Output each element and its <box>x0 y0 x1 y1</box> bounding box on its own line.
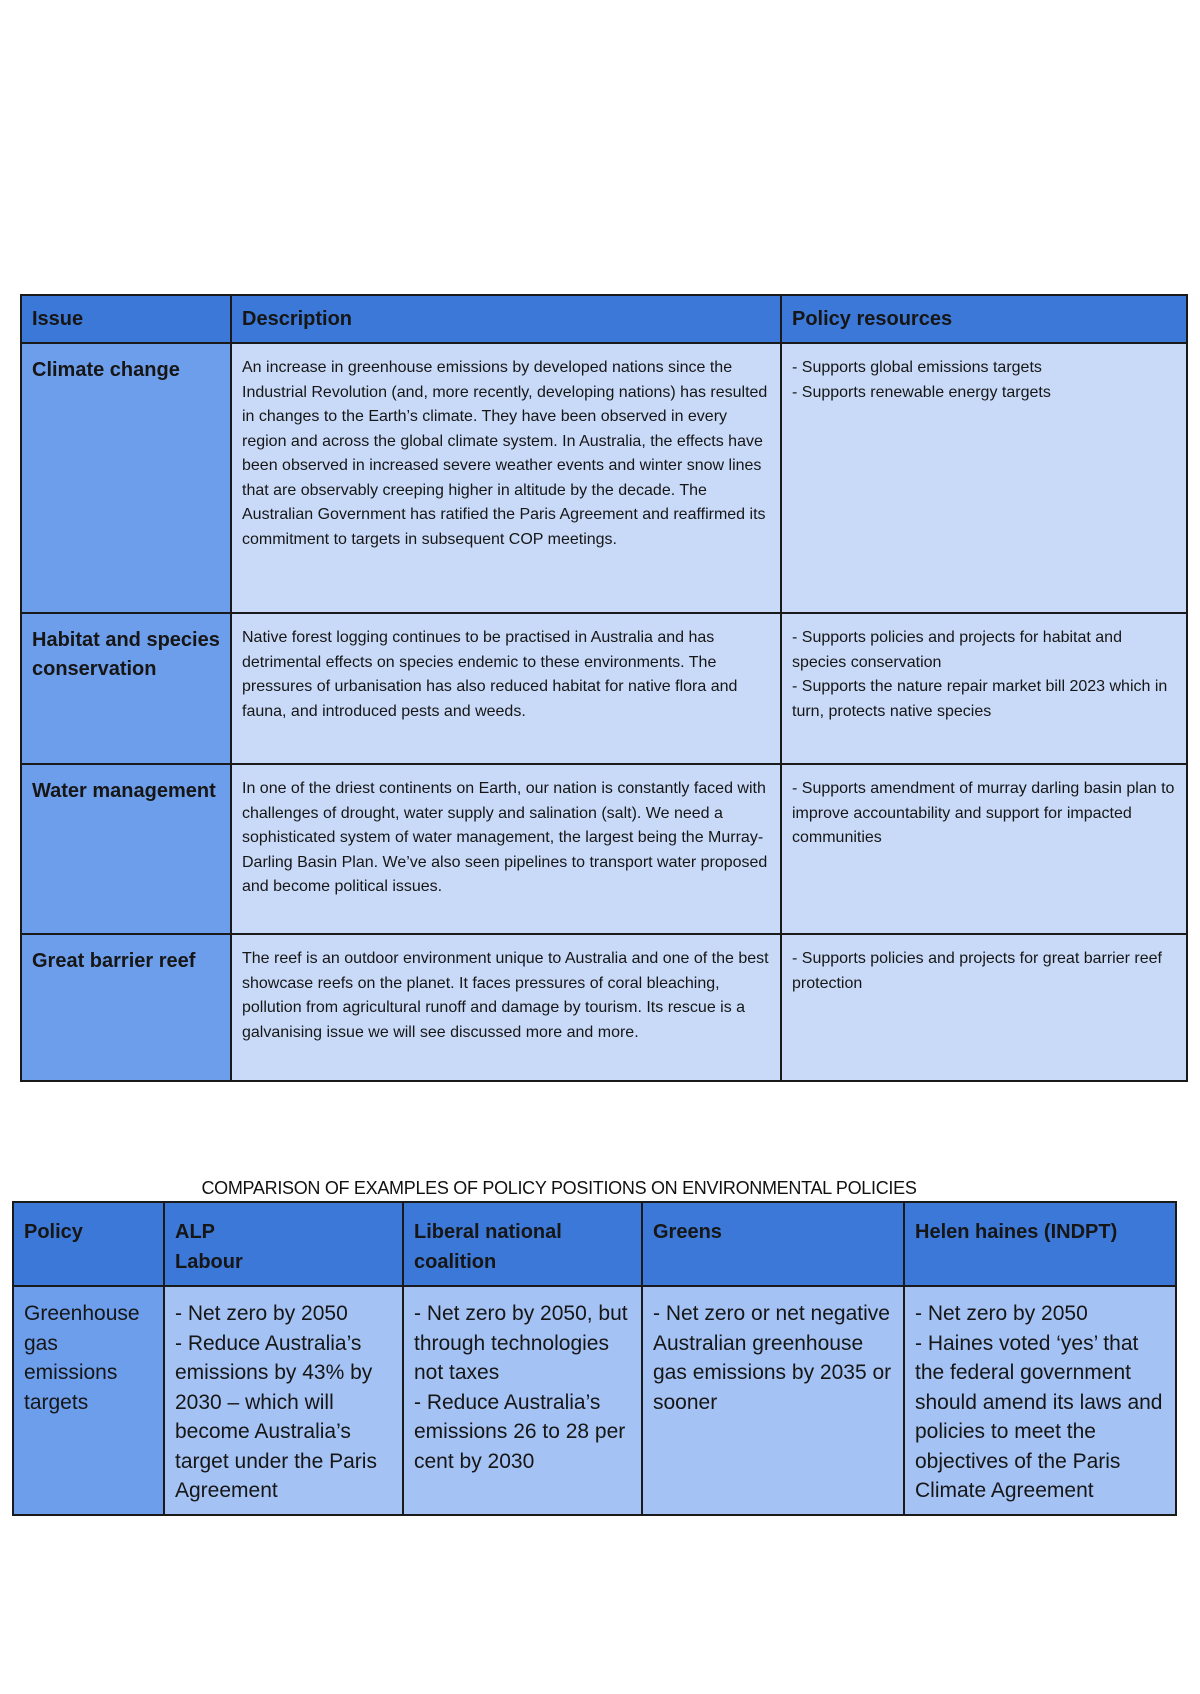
header-coalition: Liberal national coalition <box>403 1202 642 1286</box>
description-cell: An increase in greenhouse emissions by developed nations since the Industrial Revolution (and, more recently, developing nations) has resulted in changes to the Earth’s climate. They have been observed in every region and across the global climate system. In Australia, the effects have been observed in increased severe weather events and winter snow lines that are observably creeping higher in altitude by the decade. The Australian Government has ratified the Paris Agreement and reaffirmed its commitment to targets in subsequent COP meetings. <box>231 343 781 613</box>
header-alp: ALP Labour <box>164 1202 403 1286</box>
comparison-table <box>12 1201 1177 1516</box>
coalition-position-cell: - Net zero by 2050, but through technologies not taxes - Reduce Australia’s emissions 26 to 28 per cent by 2030 <box>403 1286 642 1515</box>
policy-resources-cell: - Supports policies and projects for habitat and species conservation - Supports the nature repair market bill 2023 which in turn, protects native species <box>781 613 1187 764</box>
comparison-header-row <box>13 1202 1176 1286</box>
header-issue: Issue <box>21 295 231 343</box>
description-cell: Native forest logging continues to be practised in Australia and has detrimental effects on species endemic to these environments. The pressures of urbanisation has also reduced habitat for native flora and fauna, and introduced pests and weeds. <box>231 613 781 764</box>
policy-cell: Greenhouse gas emissions targets <box>13 1286 164 1515</box>
table-row <box>21 343 1187 613</box>
table-row <box>21 764 1187 934</box>
issues-header-row <box>21 295 1187 343</box>
policy-resources-cell: - Supports global emissions targets - Supports renewable energy targets <box>781 343 1187 613</box>
header-policy: Policy <box>13 1202 164 1286</box>
header-haines: Helen haines (INDPT) <box>904 1202 1176 1286</box>
haines-position-cell: - Net zero by 2050 - Haines voted ‘yes’ that the federal government should amend its laws and policies to meet the objectives of the Paris Climate Agreement <box>904 1286 1176 1515</box>
comparison-caption: COMPARISON OF EXAMPLES OF POLICY POSITIONS ON ENVIRONMENTAL POLICIES <box>201 1178 917 1198</box>
header-description: Description <box>231 295 781 343</box>
policy-resources-cell: - Supports policies and projects for great barrier reef protection <box>781 934 1187 1081</box>
description-cell: The reef is an outdoor environment unique to Australia and one of the best showcase reefs on the planet. It faces pressures of coral bleaching, pollution from agricultural runoff and damage by tourism. Its rescue is a galvanising issue we will see discussed more and more. <box>231 934 781 1081</box>
issue-cell: Great barrier reef <box>21 934 231 1081</box>
issue-cell: Habitat and species conservation <box>21 613 231 764</box>
issue-cell: Water management <box>21 764 231 934</box>
greens-position-cell: - Net zero or net negative Australian greenhouse gas emissions by 2035 or sooner <box>642 1286 904 1515</box>
policy-resources-cell: - Supports amendment of murray darling basin plan to improve accountability and support for impacted communities <box>781 764 1187 934</box>
issue-cell: Climate change <box>21 343 231 613</box>
table-row <box>13 1286 1176 1515</box>
description-cell: In one of the driest continents on Earth, our nation is constantly faced with challenges of drought, water supply and salination (salt). We need a sophisticated system of water management, the largest being the Murray-Darling Basin Plan. We’ve also seen pipelines to transport water proposed and become political issues. <box>231 764 781 934</box>
table-row <box>21 613 1187 764</box>
issues-table <box>20 294 1188 1082</box>
alp-position-cell: - Net zero by 2050 - Reduce Australia’s emissions by 43% by 2030 – which will become Australia’s target under the Paris Agreement <box>164 1286 403 1515</box>
header-policy-resources: Policy resources <box>781 295 1187 343</box>
header-greens: Greens <box>642 1202 904 1286</box>
table-row <box>21 934 1187 1081</box>
